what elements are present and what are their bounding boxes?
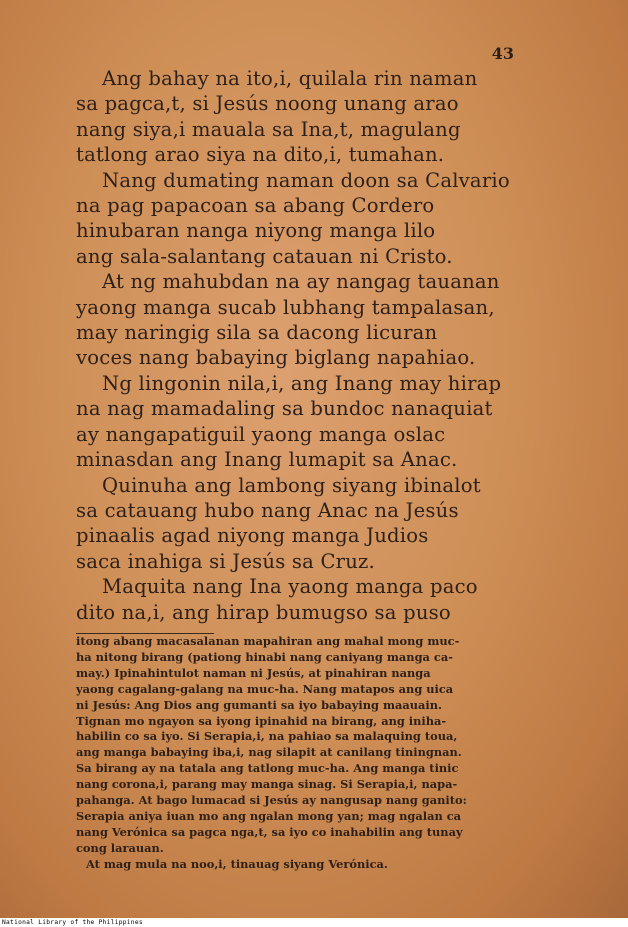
verse-line: nang siya,i mauala sa Ina,t, magulang xyxy=(76,117,461,141)
prose-line: ha nitong birang (pationg hinabi nang caniyang manga ca- xyxy=(76,649,453,664)
prose-line: Sa birang ay na tatala ang tatlong muc-ha. Ang manga tinic xyxy=(76,761,459,776)
verse-line: na nag mamadaling sa bundoc nanaquiat xyxy=(76,397,493,421)
verse-line: tatlong arao siya na dito,i, tumahan. xyxy=(76,143,445,167)
prose-line: Serapia aniya iuan mo ang ngalan mong yan; mag ngalan ca xyxy=(76,808,462,823)
prose-line: nang corona,i, parang may manga sinag. Si Serapia,i, napa- xyxy=(76,777,458,792)
verse-line: may naringig sila sa dacong licuran xyxy=(76,321,438,345)
verse-line: At ng mahubdan na ay nangag tauanan xyxy=(102,270,500,294)
prose-line: itong abang macasalanan mapahiran ang mahal mong muc- xyxy=(76,634,460,648)
verse-line: ay nangapatiguil yaong manga oslac xyxy=(76,422,446,446)
prose-line: pahanga. At bago lumacad si Jesús ay nangusap nang ganito: xyxy=(76,793,467,808)
verse-line: sa catauang hubo nang Anac na Jesús xyxy=(76,498,459,522)
verse-line: sa pagca,t, si Jesús noong unang arao xyxy=(76,92,459,116)
verse-line: pinaalis agad niyong manga Judios xyxy=(76,524,429,548)
verse-line: minasdan ang Inang lumapit sa Anac. xyxy=(76,448,458,472)
verse-line: dito na,i, ang hirap bumugso sa puso xyxy=(76,600,451,624)
scan-credit: National Library of the Philippines xyxy=(2,919,143,926)
verse-line: ang sala-salantang catauan ni Cristo. xyxy=(76,244,453,268)
prose-line: Tignan mo ngayon sa iyong ipinahid na birang, ang iniha- xyxy=(76,713,447,728)
prose-line: ni Jesús: Ang Dios ang gumanti sa iyo babaying maauain. xyxy=(76,697,442,712)
verse-line: yaong manga sucab lubhang tampalasan, xyxy=(76,295,495,319)
verse-line: Ng lingonin nila,i, ang Inang may hirap xyxy=(102,371,502,395)
verse-line: saca inahiga si Jesús sa Cruz. xyxy=(76,549,375,573)
verse-line: Nang dumating naman doon sa Calvario xyxy=(102,168,510,192)
prose-line: At mag mula na noo,i, tinauag siyang Verónica. xyxy=(86,856,388,871)
verse-line: hinubaran nanga niyong manga lilo xyxy=(76,219,436,243)
prose-line: may.) Ipinahintulot naman ni Jesús, at pinahiran nanga xyxy=(76,665,431,680)
prose-block xyxy=(76,634,546,873)
verse-block xyxy=(76,66,556,625)
verse-line: Maquita nang Ina yaong manga paco xyxy=(102,575,478,599)
verse-line: Quinuha ang lambong siyang ibinalot xyxy=(102,473,481,497)
prose-line: cong larauan. xyxy=(76,840,164,855)
prose-line: ang manga babaying iba,i, nag silapit at canilang tiningnan. xyxy=(76,745,462,760)
verse-line: voces nang babaying biglang napahiao. xyxy=(76,346,476,370)
prose-line: habilin co sa iyo. Si Serapia,i, na pahiao sa malaquing toua, xyxy=(76,729,458,744)
verse-line: Ang bahay na ito,i, quilala rin naman xyxy=(102,67,478,90)
page-number: 43 xyxy=(491,44,514,63)
prose-line: nang Verónica sa pagca nga,t, sa iyo co inahabilin ang tunay xyxy=(76,824,463,839)
prose-line: yaong cagalang-galang na muc-ha. Nang matapos ang uica xyxy=(76,681,454,696)
verse-line: na pag papacoan sa abang Cordero xyxy=(76,194,435,218)
